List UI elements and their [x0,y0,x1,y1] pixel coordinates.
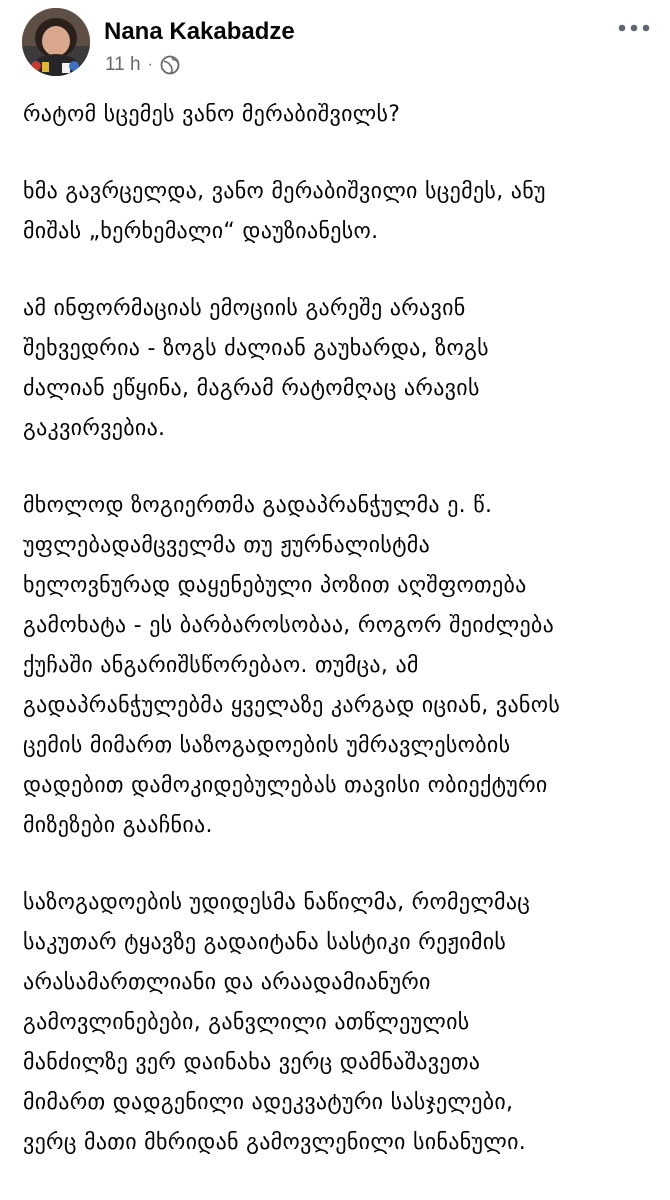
text-line: ხმა გავრცელდა, ვანო მერაბიშვილი სცემეს, ანუ [23,179,546,204]
text-line: ვერც მათი მხრიდან გამოვლენილი სინანული. [23,1130,527,1155]
paragraph-3 [23,289,653,449]
text-line: მიზეზები გააჩნია. [23,813,213,838]
text-line: მანძილზე ვერ დაინახა ვერც დამნაშავეთა [23,1050,481,1075]
text-line: საკუთარ ტყავზე გადაიტანა სასტიკი რეჟიმის [23,930,507,955]
paragraph-4 [23,486,653,846]
text-line: შეხვედრია - ზოგს ძალიან გაუხარდა, ზოგს [23,336,489,361]
text-line: რატომ სცემეს ვანო მერაბიშვილს? [23,102,401,127]
author-avatar[interactable] [22,8,90,76]
text-line: დადებით დამოკიდებულებას თავისი ობიექტური [23,773,548,798]
post-text [23,95,653,1200]
paragraph-2 [23,172,653,252]
more-options-icon [614,23,654,33]
post-header [0,0,670,90]
text-line: ცემის მიმართ საზოგადოების უმრავლესობის [23,733,511,758]
text-line: ქუჩაში ანგარიშსწორებაო. თუმცა, ამ [23,653,419,678]
text-line: გადაპრანჭულებმა ყველაზე კარგად იციან, ვანოს [23,693,561,718]
meta-separator: · [147,56,153,73]
text-line: ხელოვნურად დაყენებული პოზით აღშფოთება [23,573,527,598]
text-line: გაკვირვებია. [23,416,166,441]
text-line: საზოგადოების უდიდესმა ნაწილმა, რომელმაც [23,890,531,915]
text-line: ამ ინფორმაციას ემოციის გარეშე არავინ [23,296,466,321]
paragraph-1 [23,95,653,135]
more-options-button[interactable] [612,10,656,46]
text-line: უფლებადამცველმა თუ ჟურნალისტმა [23,533,431,558]
author-name[interactable]: Nana Kakabadze [104,18,295,45]
text-line: მხოლოდ ზოგიერთმა გადაპრანჭულმა ე. წ. [23,493,493,518]
text-line: ძალიან ეწყინა, მაგრამ რატომღაც არავის [23,376,480,401]
text-line: არასამართლიანი და არაადამიანური [23,970,431,995]
text-line: გამოვლინებები, განვლილი ათწლეულის [23,1010,470,1035]
text-line: მიმართ დადგენილი ადეკვატური სასჯელები, [23,1090,514,1115]
globe-icon[interactable] [160,55,180,75]
paragraph-5 [23,883,653,1163]
text-line: მიშას „ხერხემალი“ დაუზიანესო. [23,219,379,244]
post-timestamp[interactable]: 11 h [105,54,141,75]
post-meta [105,53,180,77]
text-line: გამოხატა - ეს ბარბაროსობაა, როგორ შეიძლება [23,613,555,638]
profile-photo-icon [22,8,90,76]
